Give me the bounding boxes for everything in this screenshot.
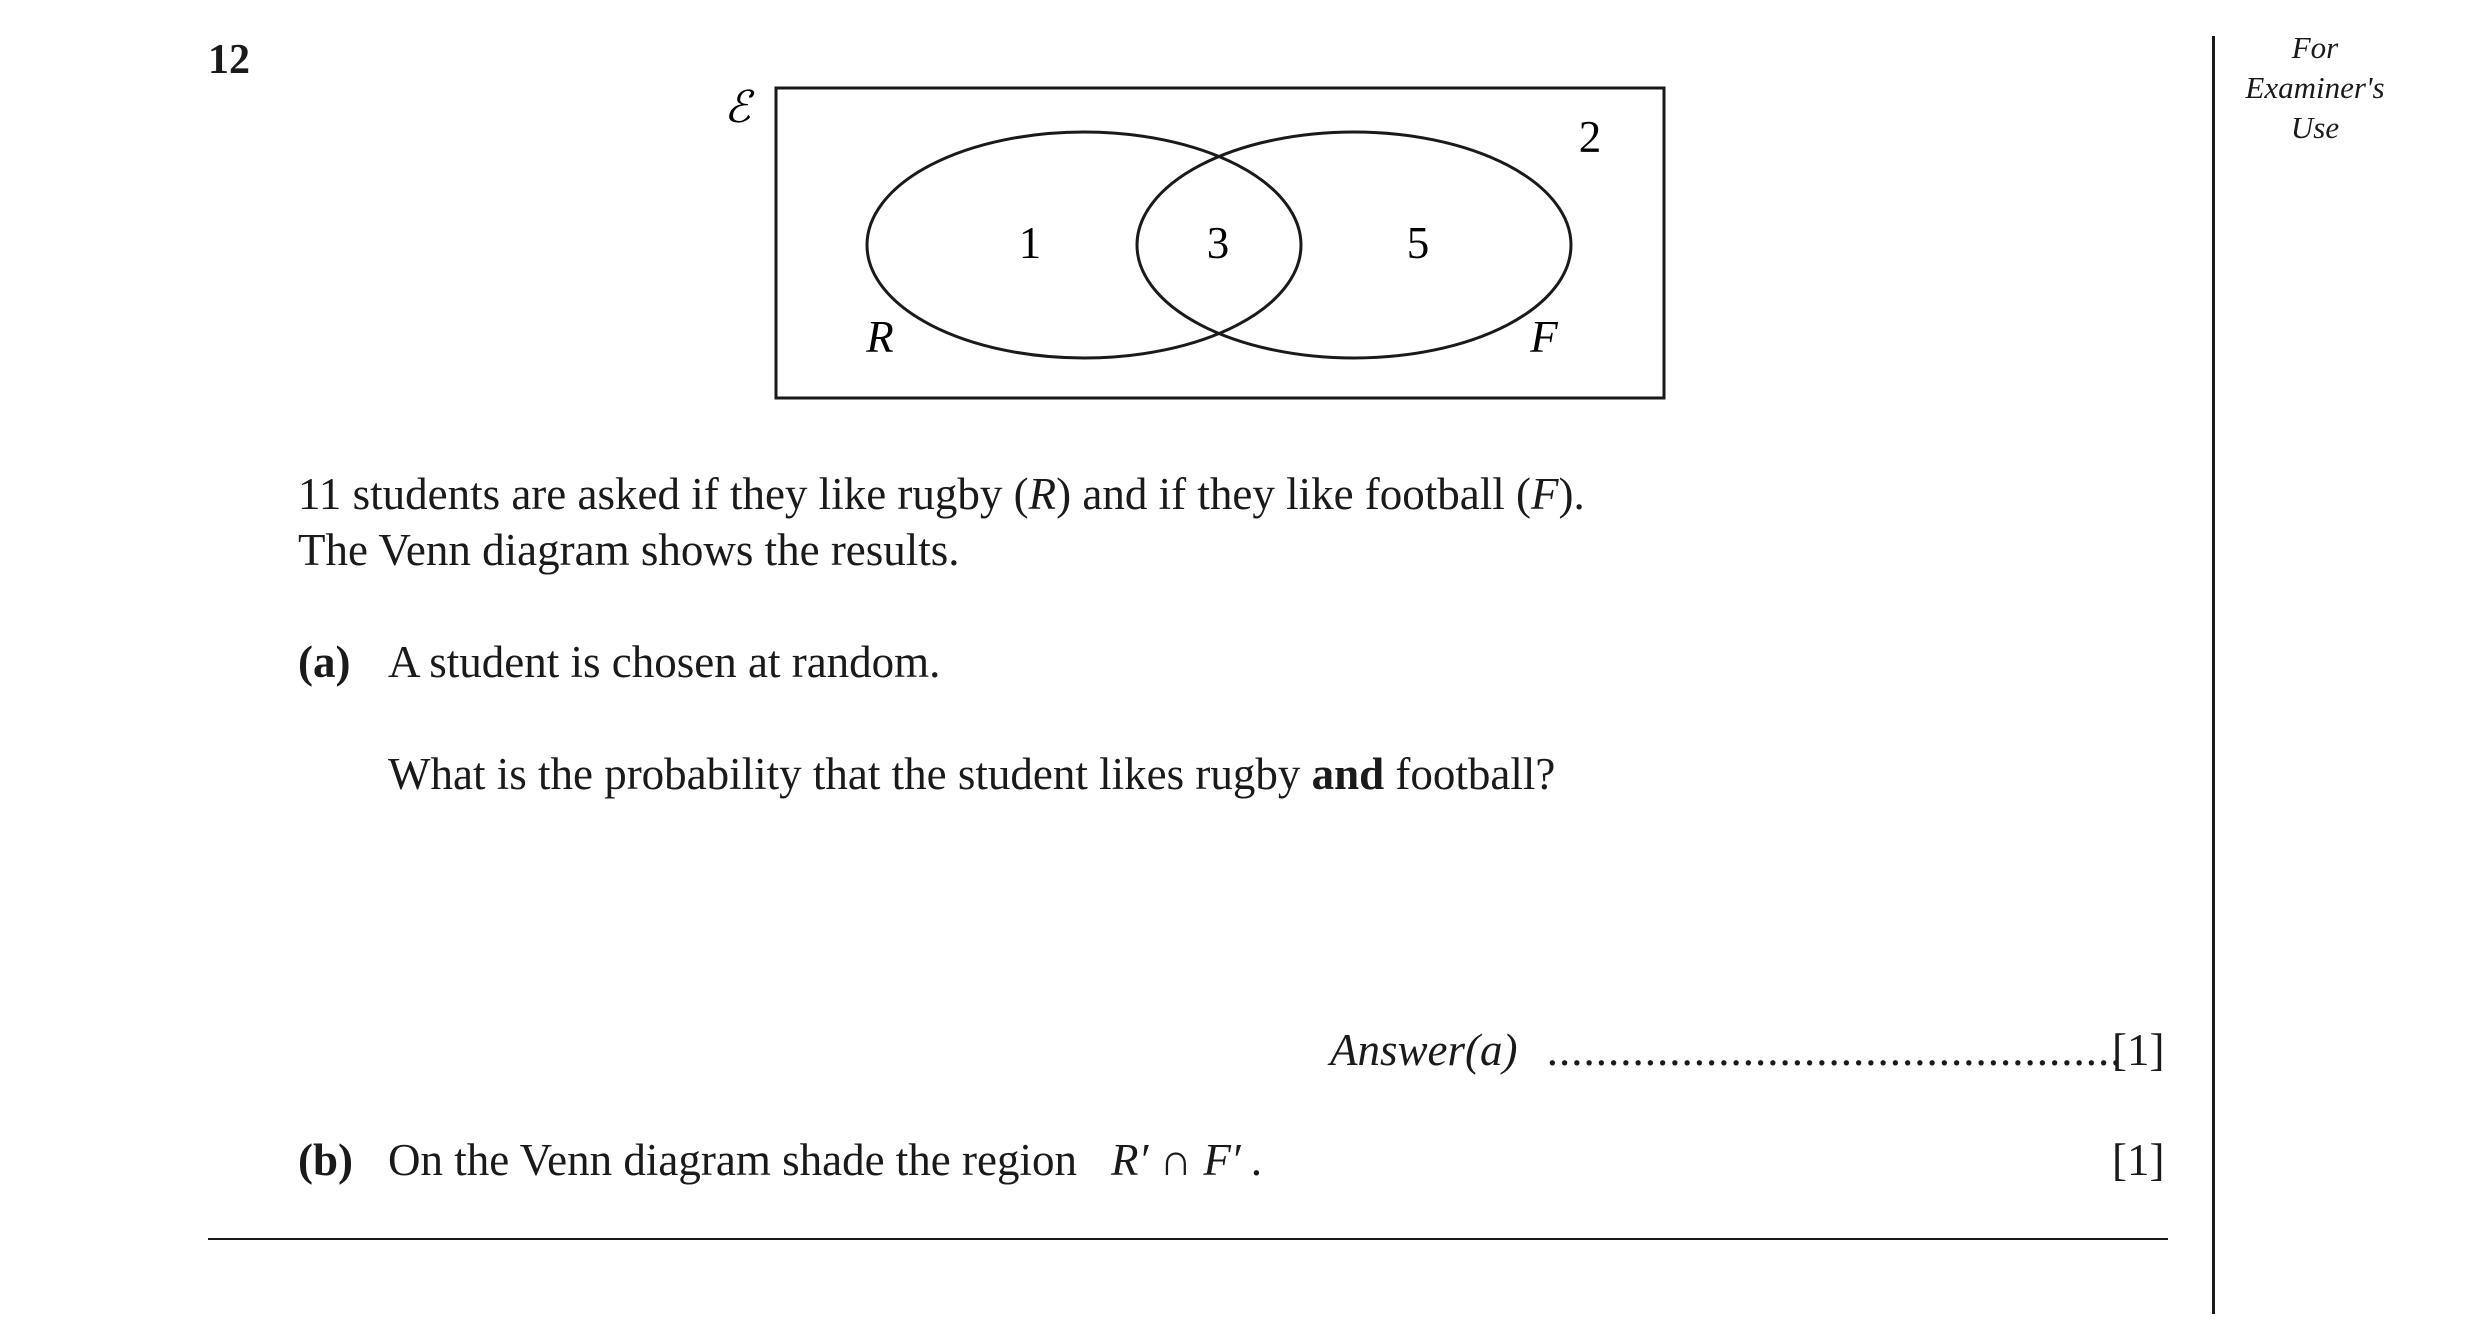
examiner-line-3: Use — [2290, 110, 2340, 145]
region-neither-value: 2 — [1578, 112, 1602, 162]
part-a-text-a: What is the probability that the student likes rugby — [388, 749, 1312, 799]
set-f-label: F — [1530, 312, 1558, 362]
universal-set-symbol: ℰ — [724, 83, 751, 132]
region-both-value: 3 — [1206, 218, 1230, 268]
part-b-text: On the Venn diagram shade the region — [388, 1135, 1077, 1185]
part-b-question — [298, 1134, 1263, 1186]
part-b-label: (b) — [298, 1135, 353, 1185]
answer-a-field[interactable]: ............................................... — [1546, 1025, 2123, 1075]
examiner-use-margin — [2230, 28, 2400, 148]
intro-line-2: The Venn diagram shows the results. — [298, 525, 960, 575]
set-f-circle[interactable] — [1137, 132, 1571, 358]
part-a-bold-and: and — [1311, 749, 1385, 799]
intro-rugby-symbol: R — [1028, 469, 1057, 519]
intro-football-symbol: F — [1531, 469, 1559, 519]
answer-a-label: Answer(a) — [1330, 1025, 1518, 1075]
intro-line-1 — [298, 468, 1585, 520]
part-a-question — [298, 636, 940, 688]
region-only-f-value: 5 — [1406, 218, 1430, 268]
examiner-line-1: For — [2291, 30, 2339, 65]
set-r-label: R — [866, 312, 894, 362]
set-r-circle[interactable] — [867, 132, 1301, 358]
answer-a-row — [1330, 1024, 2122, 1076]
examiner-margin-rule — [2212, 36, 2215, 1314]
part-a-marks: [1] — [2112, 1025, 2165, 1075]
bottom-rule — [208, 1238, 2168, 1240]
region-only-r-value: 1 — [1018, 218, 1042, 268]
part-b-marks: [1] — [2112, 1135, 2165, 1185]
part-a-line-2 — [388, 748, 1555, 800]
venn-diagram[interactable] — [700, 70, 1680, 410]
examiner-line-2: Examiner's — [2245, 70, 2385, 105]
part-a-label: (a) — [298, 637, 351, 687]
intro-text-a: 11 students are asked if they like rugby ( — [298, 469, 1029, 519]
part-b-expression: R′ ∩ F′ . — [1110, 1135, 1264, 1185]
intro-text-b: ) and if they like football ( — [1056, 469, 1531, 519]
question-number: 12 — [208, 37, 250, 83]
intro-text-c: ). — [1558, 469, 1585, 519]
part-a-text-b: football? — [1384, 749, 1556, 799]
part-a-line-1: A student is chosen at random. — [388, 637, 941, 687]
